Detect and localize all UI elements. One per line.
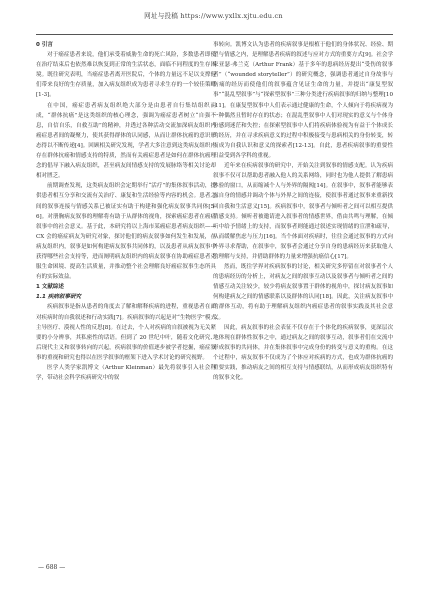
section-heading-review: 1 文献综述: [36, 284, 64, 291]
paragraph: 疾病叙事是指从患者的角度去了解和解释疾病的进程，重视患者在面对疾病时的自我叙述和行动实践[7]。疾病叙事的兴起是对“生物医学”模式主导医疗、漠视人性的反思[8]。在过去，个人对疾病的自叙被视为无关紧要的小分辨事，其私密性的话语。但到了 20 世纪中叶，随着文化研究、后现代主义和叙事转向的兴起，疾病叙事的价值逐步被学者挖掘，癌症叙事的重视和研究也得以在医学叙事的框架下进入学术讨论的研究视野。: [36, 304, 216, 361]
section-heading-intro: 0 引言: [36, 42, 53, 48]
paragraph: 近年来在疾病叙事的研究中，开始关注到叙事的情感支配。认为疾病叙事不仅可以帮助患者融入他人的关系网络，同时也为他人提供了解患病体验的窗口，从而缩减个人与外界的隔阂[14]。在叙事中，叙事者能够表露自身的情感并调动个体与外界之间的连接，使叙事者通过叙事来重新找回自我和生活意义[15]。疾病叙事中，叙事者与倾听者之间可以相互提供情感支持。倾听者被邀请进入叙事者的情感世界，借由共鸣与理解，在倾听中给予情绪上的支持，而叙事者则能通过叙述实现情绪的宣泄和疏导，从而缓解焦虑与压力[16]。当个体面对疾病时，往往会通过叙事的方式向外界寻求帮助，在叙事中，叙事者会通过分享自身的患病经历来获取他人的理解与支持，并借助群体的力量来增强抗癌信心[17]。: [213, 163, 393, 260]
header-rule: [36, 34, 393, 35]
paragraph: 然而，既往学界对疾病叙事的讨论，相关研究多停留在对叙事者个人的患病经历的分析上，对病友之间的叙事互动以及叙事者与倾听者之间的情感互动关注较少，较少将病友叙事置于群体的视角中，探讨病友叙事如何构建病友之间的情感联系以及群体的认同[18]。因此，关注病友叙事中的群体互动，将有助于理解病友组织内癌症患者的叙事实践及其社会意义。: [213, 264, 393, 321]
right-column: [213, 40, 393, 383]
subsection-heading: 1.1 疾病叙事研究: [36, 294, 82, 301]
page-header: [0, 0, 427, 38]
paragraph: 前期调查发现，这类病友组织会定期举行“活疗”的集体叙事活动，提供患者相互分享和交流有关治疗、康复和生活经验等内容的机会。患者之间的叙事连接与情感关系已被证实有助于构建和强化病友叙事共同体[5-6]。对册胸病友叙事的理解将有助于从群体的视角，探索癌症患者在癌症叙事中的社会意义。基于此，本研究将以上海市某癌症患者病友组织——CX 会的癌症病友为研究对象，探讨他们的病友叙事如何发生和发展，在病友组织内，叙事是如何构建病友叙事共同体的，以及患者从病友叙事中获得哪些社会支持等，进而阐明病友组织内的病友叙事在协助癌症患者克服生命困境、提高生活质量，并推动整个社会理解良好癌症叙事生态所具有的实际效益。: [36, 183, 216, 281]
page-number: — 688 —: [38, 564, 66, 571]
paragraph: 医学人类学家凯博文（Arthur Kleinman）最先将叙事引入社会科学，带动社会科学疾病研究中的叙: [36, 365, 216, 382]
left-column: [36, 40, 216, 383]
paragraph: 因此，病友叙事的社会表征不仅存在于个体化的疾病叙事，更深层次地体现在群体性叙事之中，通过病友之间的叙事互动，叙事者们在交流中形成叙事的共同体，并在集体叙事中完成身份的转变与意义的重构。在这个过程中，病友叙事不仅成为了个体应对疾病的方式，也成为群体抗癌的重要实践，推动病友之间的相互支持与情感联结，从而形成病友组织特有的叙事文化。: [213, 324, 393, 382]
paragraph: 对于癌症患者来说，他们承受着威胁生命的死亡风险，多数患者即使在治疗结束后也依然难以恢复到正常的生活状态，面临不同程度的生存困境。既往研究表明，当癌症患者离开医院后，个体的力量远不足以支撑他们带来良好的生存质量，加入病友组织成为患者寻求生存的一个较佳策略[1-3]。: [36, 52, 216, 99]
journal-header: 网址与投稿 https://www.yxllx.xjtu.edu.cn: [144, 12, 283, 20]
paragraph: 在中国，癌症患者病友组织绝大部分是由患者自行集结组织而成，“群体抗癌”是这类组织的核心理念，强调为癌症患者树立“自强不息，自信自乐，自救互助”的精神，并透过各种活动交流加深病友组织内癌症患者间的凝聚力，使其获得群体的认同感，从而让群体抗癌的意识形态得以不断传递[4]。回顾相关研究发现，学者大多注意到这类病友组织内存在群体抗癌和情感支持的特质，然而有关癌症患者是如何在群体抗癌理念的倡导下融入病友组织，甚至病友间情感支持的发展脉络等相关讨论却相对匮乏。: [36, 102, 216, 180]
paragraph: 事转向。凯博文认为患者的疾病叙事是根植于他们的身体状况、经验、期望与情感之内，是理解患者疾病的叙述与应对方式的重要方式[9]。社会学家亚瑟·弗兰克（Arthur Frank）基于多年的患病经历提出“受伤的叙事者”（“wounded storyteller”）的研究概念，强调患者通过自身故事与伤痛的经历而使他们的叙事蕴含见证生命的力量，并提出“康复型叙事”“混乱型叙事”与“探索型叙事”三种分类进行疾病叙事的归纳与整理[10-11]。在康复型叙事中人们表示通过健康的生命，个人倾向于将疾病视为一种偶然且暂时存在的状态；在混乱型叙事中人们对现实的意义与个体身份感到迷茫和失控；在探索型叙事中人们将疾病体验视为有益于个体成长的经历，并在寻求疾病意义的过程中积极接受与患病相关的身份转变，转而成为自我认识和意义的探索者[12-13]。自此，患者疾病叙事的重要性日益受到各学科的重视。: [213, 42, 393, 160]
